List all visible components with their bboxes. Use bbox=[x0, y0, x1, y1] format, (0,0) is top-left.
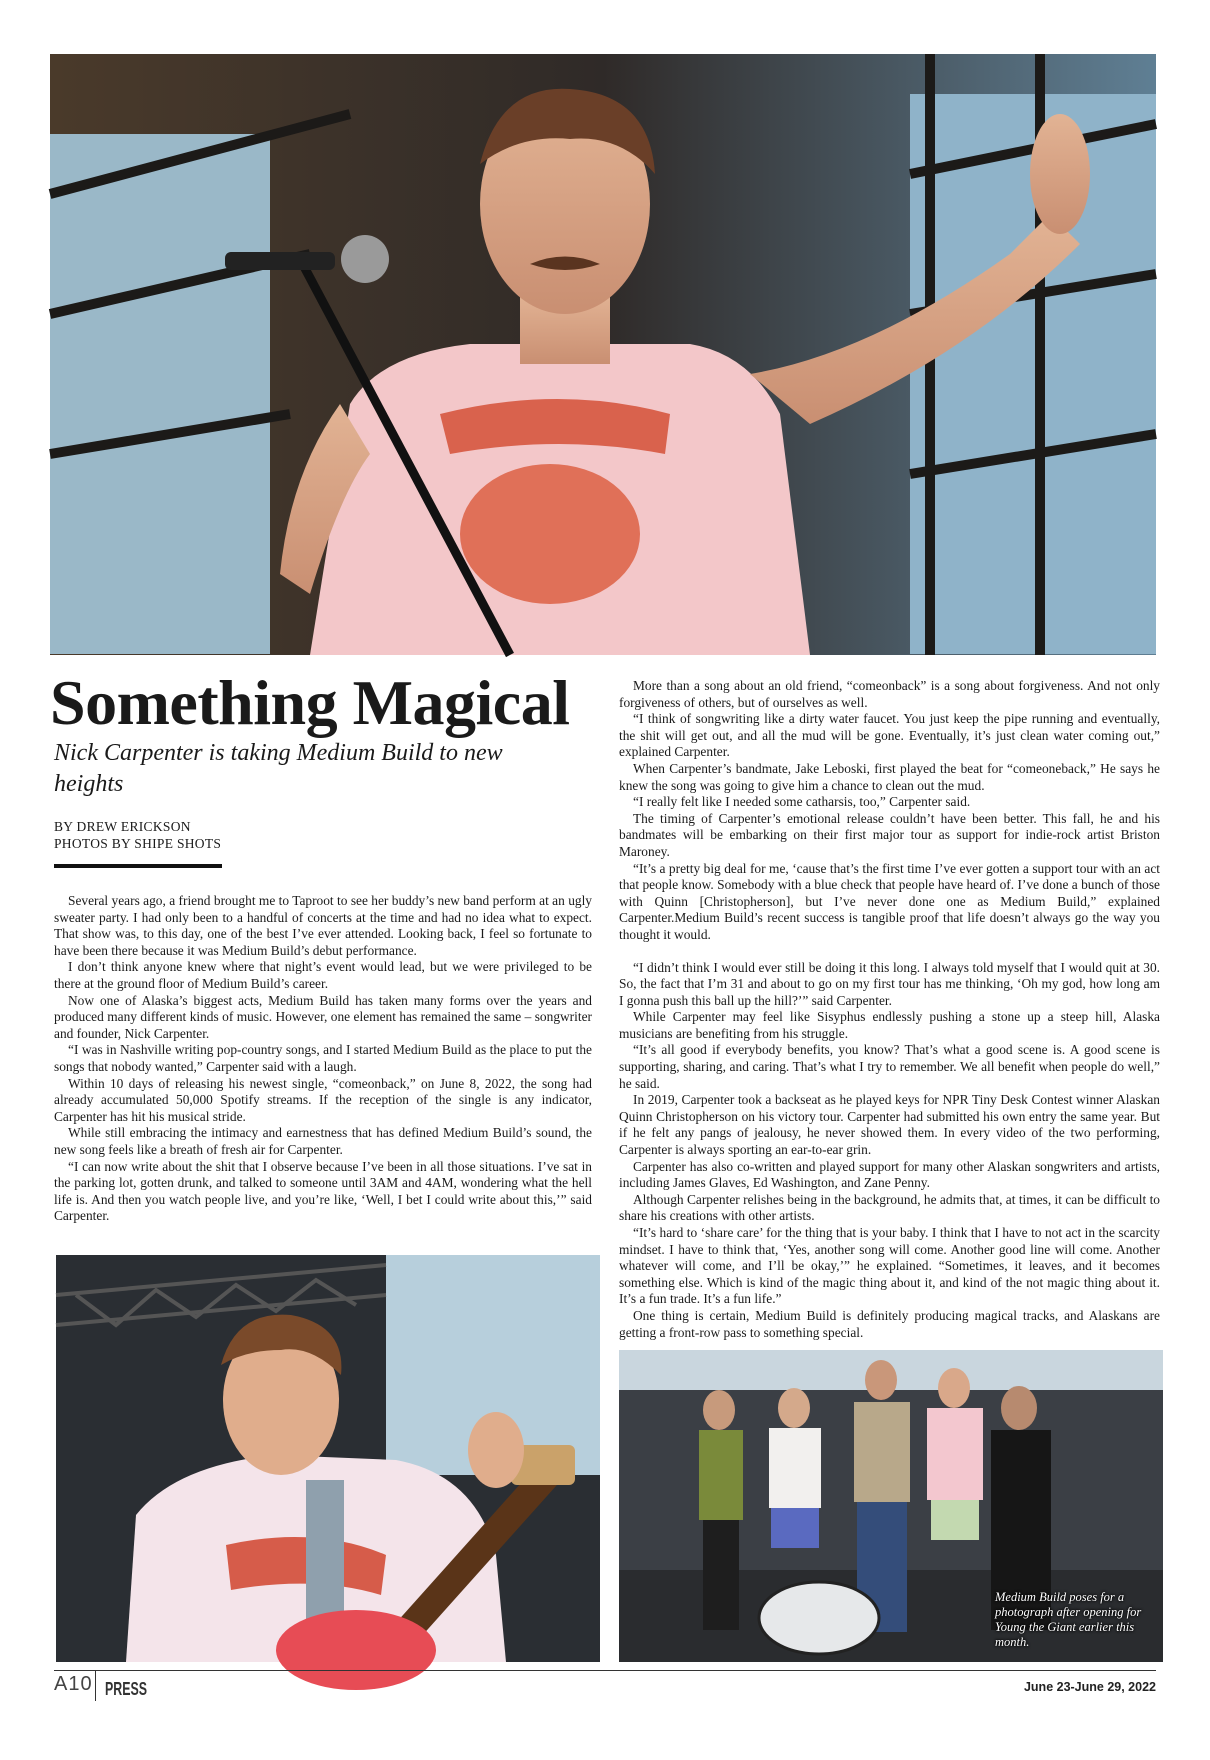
paragraph: Now one of Alaska’s biggest acts, Medium Build has taken many forms over the years and produced many different kinds of music. However, one element has remained the same – songwriter and founder, Nick Carpenter. bbox=[54, 992, 592, 1041]
issue-date: June 23-June 29, 2022 bbox=[1023, 1680, 1156, 1694]
page-number: A10 bbox=[54, 1673, 93, 1695]
byline-rule bbox=[54, 864, 222, 868]
paragraph: “It’s all good if everybody benefits, you know? That’s what a good scene is. A good scene is supporting, sharing, and caring. That’s what I try to remember. We all benefit when people do well,” he said. bbox=[619, 1042, 1160, 1091]
photo-caption: Medium Build poses for a photograph after opening for Young the Giant earlier this month. bbox=[995, 1590, 1142, 1649]
photo-credit: PHOTOS BY SHIPE SHOTS bbox=[54, 836, 222, 851]
article-column-right bbox=[619, 678, 1160, 1341]
paragraph: While still embracing the intimacy and earnestness that has defined Medium Build’s sound, the new song feels like a breath of fresh air for Carpenter. bbox=[54, 1125, 592, 1157]
paragraph: Within 10 days of releasing his newest single, “comeonback,” on June 8, 2022, the song had already accumulated 50,000 Spotify streams. If the reception of the single is any indicator, Carpenter has hit his musical stride. bbox=[54, 1075, 592, 1124]
paragraph: Although Carpenter relishes being in the background, he admits that, at times, it can be difficult to share his creations with other artists. bbox=[619, 1191, 1160, 1224]
paragraph: I don’t think anyone knew where that night’s event would lead, but we were privileged to be there at the ground floor of Medium Build’s career. bbox=[54, 959, 592, 991]
paragraph: “I didn’t think I would ever still be doing it this long. I always told myself that I would quit at 30. So, the fact that I’m 31 and about to go on my first tour has me thinking, ‘Oh my god, how long am I gonna push this ball up the hill?’” said Carpenter. bbox=[619, 959, 1160, 1008]
paragraph: “It’s hard to ‘share care’ for the thing that is your baby. I think that I have to not act in the scarcity mindset. I have to think that, ‘Yes, another song will come. Another good line will come. Another whatever will come, and I’ll be okay,’” he explained. “Sometimes, it leaves, and it becomes something else. Which is kind of the magic thing about it, and kind of the not magic thing about it. It’s a fun trade. It’s a fun life.” bbox=[619, 1225, 1160, 1307]
paragraph: “I really felt like I needed some catharsis, too,” Carpenter said. bbox=[633, 794, 971, 810]
paragraph: When Carpenter’s bandmate, Jake Leboski, first played the beat for “comeoneback,” He says he knew the song was going to give him a chance to clean out the mud. bbox=[619, 760, 1160, 793]
subheadline: Nick Carpenter is taking Medium Build to new heights bbox=[54, 740, 503, 797]
paragraph: While Carpenter may feel like Sisyphus endlessly pushing a stone up a steep hill, Alaska musicians are benefiting from his struggle. bbox=[619, 1009, 1160, 1041]
footer-divider bbox=[95, 1671, 96, 1701]
paragraph: In 2019, Carpenter took a backseat as he played keys for NPR Tiny Desk Contest winner Alaskan Quinn Christopherson on his victory tour. Carpenter had submitted his own entry the same year. But if he felt any pangs of jealousy, he never showed them. In every video of the two performing, Carpenter is always sporting an ear-to-ear grin. bbox=[619, 1092, 1160, 1158]
headline: Something Magical bbox=[50, 667, 570, 738]
guitar-photo bbox=[56, 1255, 600, 1662]
paragraph: Several years ago, a friend brought me to Taproot to see her buddy’s new band perform at an ugly sweater party. I had only been to a handful of concerts at the time and had no idea what to expect. That show was, to this day, one of the best I’ve ever attended. Looking back, I feel so fortunate to have been there because it was Medium Build’s debut performance. bbox=[54, 893, 592, 958]
paragraph: One thing is certain, Medium Build is definitely producing magical tracks, and Alaskans are getting a front-row pass to something special. bbox=[619, 1307, 1160, 1340]
paragraph: “I was in Nashville writing pop-country songs, and I started Medium Build as the place to put the songs that nobody wanted,” Carpenter said with a laugh. bbox=[54, 1042, 592, 1074]
article-column-left bbox=[54, 893, 592, 1225]
paragraph: Carpenter has also co-written and played support for many other Alaskan songwriters and artists, including James Glaves, Ed Washington, and Zane Penny. bbox=[619, 1158, 1160, 1191]
byline-block bbox=[54, 818, 221, 852]
svg-text:PRESS: PRESS bbox=[105, 1679, 147, 1699]
paragraph: More than a song about an old friend, “comeonback” is a song about forgiveness. And not only forgiveness of others, but of ourselves as well. bbox=[619, 678, 1160, 710]
paragraph: “It’s a pretty big deal for me, ‘cause that’s the first time I’ve ever gotten a support tour with an act that people know. Somebody with a blue check that people have heard of. I’ve done a bunch of those with Quinn [Christopherson], but I’ve never done one as Medium Build,” explained Carpenter.Medium Build’s recent success is tangible proof that life doesn’t always go the way you thought it would. bbox=[619, 860, 1160, 942]
press-logo bbox=[104, 1674, 148, 1700]
hero-photo bbox=[50, 54, 1156, 655]
author-byline: BY DREW ERICKSON bbox=[54, 819, 191, 834]
paragraph: “I think of songwriting like a dirty water faucet. You just keep the pipe running and eventually, the shit will get out, and all the mud will be gone. Eventually, it’s just clean water coming out,” explained Carpenter. bbox=[619, 711, 1160, 760]
paragraph: “I can now write about the shit that I observe because I’ve been in all those situations. I’ve sat in the parking lot, gotten drunk, and talked to someone until 3AM and 4AM, wondering what the hell life is. And then you watch people live, and you’re like, ‘Well, I bet I could write about this,’” said Carpenter. bbox=[54, 1158, 592, 1224]
footer-rule bbox=[54, 1670, 1156, 1671]
paragraph: The timing of Carpenter’s emotional release couldn’t have been better. This fall, he and his bandmates will be embarking on their first major tour as support for indie-rock artist Briston Maroney. bbox=[619, 810, 1160, 859]
